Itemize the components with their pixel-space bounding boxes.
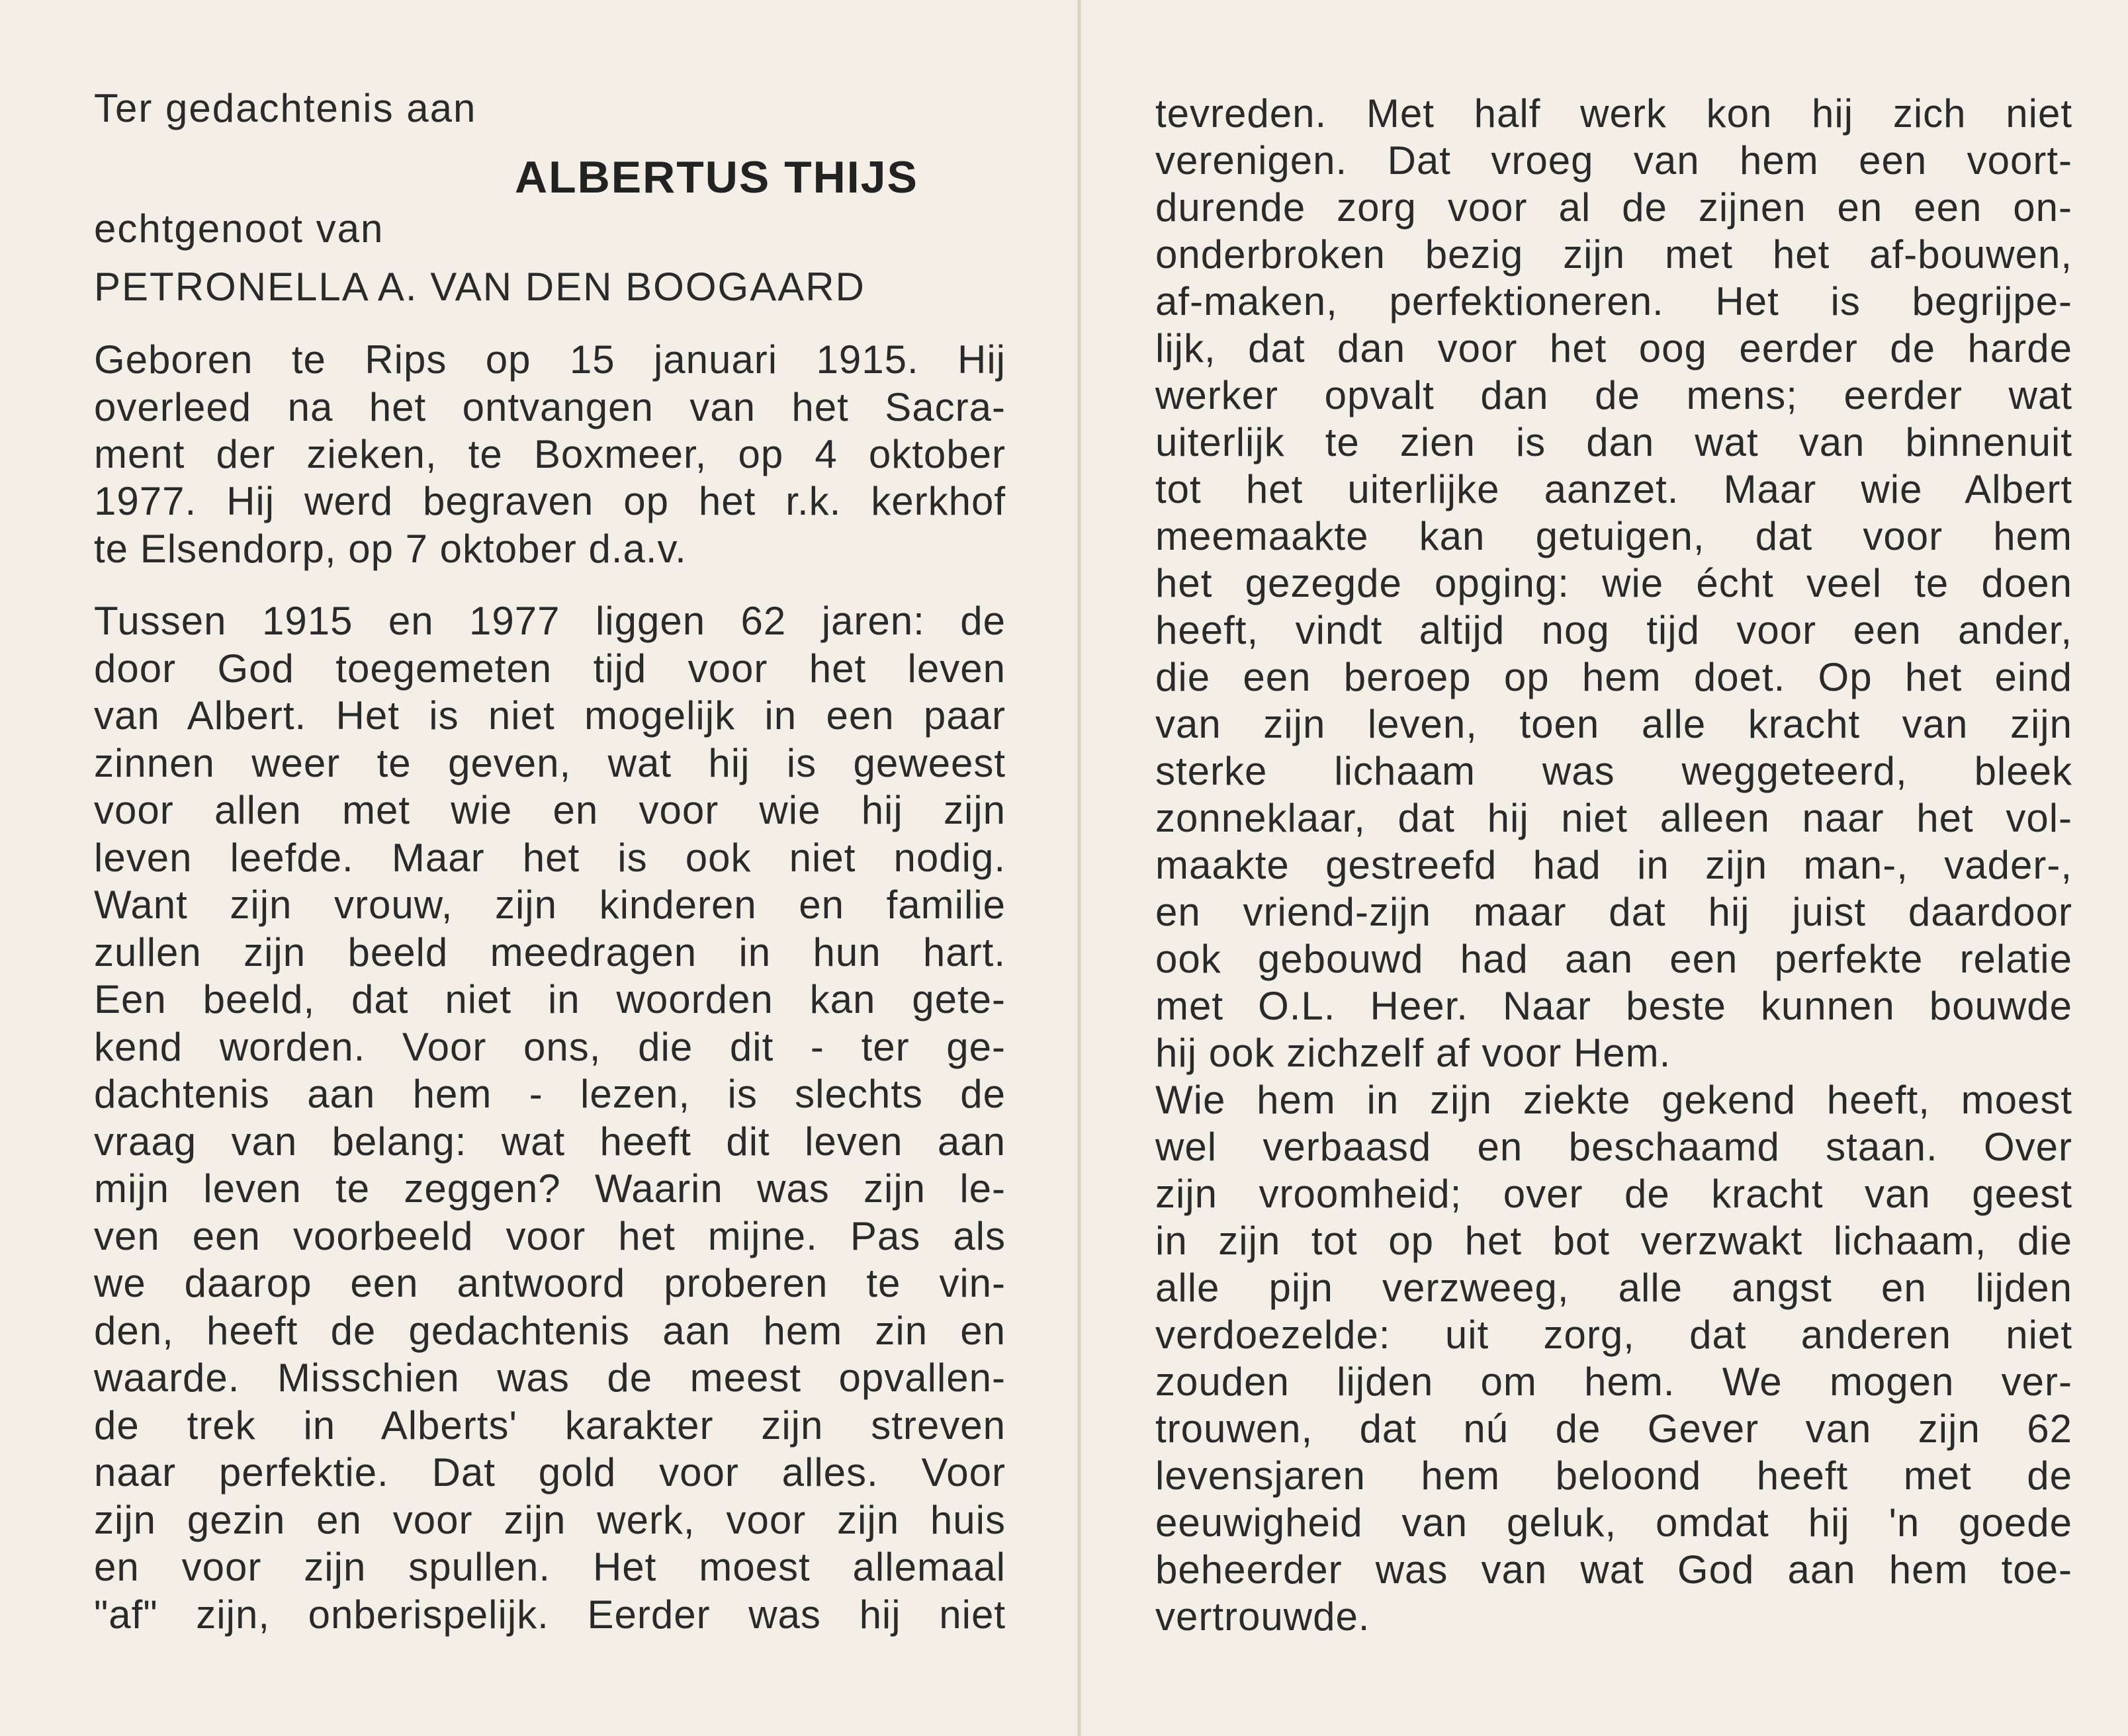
text-line: voor allen met wie en voor wie hij zijn [94, 788, 1006, 832]
text-line: werker opvalt dan de mens; eerder wat [1155, 373, 2072, 417]
text-line: durende zorg voor al de zijnen en een on- [1155, 185, 2072, 230]
spouse-label: echtgenoot van [94, 206, 384, 251]
text-line: verenigen. Dat vroeg van hem een voort- [1155, 138, 2072, 183]
text-line: van Albert. Het is niet mogelijk in een paar [94, 693, 1006, 738]
text-line: maakte gestreefd had in zijn man-, vader-, [1155, 843, 2072, 887]
text-line: ook gebouwd had aan een perfekte relatie [1155, 937, 2072, 981]
text-line: door God toegemeten tijd voor het leven [94, 646, 1006, 691]
text-line: zouden lijden om hem. We mogen ver- [1155, 1360, 2072, 1404]
text-line: met O.L. Heer. Naar beste kunnen bouwde [1155, 984, 2072, 1028]
text-line: uiterlijk te zien is dan wat van binnenuit [1155, 420, 2072, 464]
right-page [1081, 0, 2128, 1736]
text-line: sterke lichaam was weggeteerd, bleek [1155, 749, 2072, 793]
text-line: zullen zijn beeld meedragen in hun hart. [94, 930, 1006, 975]
text-line: tevreden. Met half werk kon hij zich niet [1155, 91, 2072, 136]
text-line: naar perfektie. Dat gold voor alles. Voor [94, 1450, 1006, 1495]
text-line: ven een voorbeeld voor het mijne. Pas als [94, 1214, 1006, 1258]
text-line: leven leefde. Maar het is ook niet nodig. [94, 836, 1006, 880]
text-line: lijk, dat dan voor het oog eerder de harde [1155, 326, 2072, 370]
text-line: Wie hem in zijn ziekte gekend heeft, moest [1155, 1078, 2072, 1122]
text-line: beheerder was van wat God aan hem toe- [1155, 1547, 2072, 1592]
text-line: mijn leven te zeggen? Waarin was zijn le- [94, 1166, 1006, 1211]
text-line: in zijn tot op het bot verzwakt lichaam, die [1155, 1219, 2072, 1263]
text-line: onderbroken bezig zijn met het af-bouwen, [1155, 232, 2072, 277]
text-line: vraag van belang: wat heeft dit leven aan [94, 1119, 1006, 1164]
text-line: af-maken, perfektioneren. Het is begrijpe- [1155, 279, 2072, 324]
text-line: die een beroep op hem doet. Op het eind [1155, 655, 2072, 699]
text-line: kend worden. Voor ons, die dit - ter ge- [94, 1025, 1006, 1069]
text-line: en voor zijn spullen. Het moest allemaal [94, 1545, 1006, 1589]
text-line: zijn gezin en voor zijn werk, voor zijn huis [94, 1498, 1006, 1542]
text-line: zijn vroomheid; over de kracht van geest [1155, 1172, 2072, 1216]
text-line: Want zijn vrouw, zijn kinderen en familie [94, 883, 1006, 927]
text-line: tot het uiterlijke aanzet. Maar wie Albert [1155, 467, 2072, 511]
text-line: ment der zieken, te Boxmeer, op 4 oktober [94, 432, 1006, 476]
text-line: Een beeld, dat niet in woorden kan gete- [94, 977, 1006, 1021]
spouse-name: PETRONELLA A. VAN DEN BOOGAARD [94, 265, 865, 309]
text-line: den, heeft de gedachtenis aan hem zin en [94, 1309, 1006, 1353]
text-line: eeuwigheid van geluk, omdat hij 'n goede [1155, 1500, 2072, 1545]
text-line: hij ook zichzelf af voor Hem. [1155, 1031, 1671, 1075]
text-line: overleed na het ontvangen van het Sacra- [94, 385, 1006, 429]
text-line: meemaakte kan getuigen, dat voor hem [1155, 514, 2072, 558]
text-line: te Elsendorp, op 7 oktober d.a.v. [94, 527, 687, 571]
text-line: Geboren te Rips op 15 januari 1915. Hij [94, 337, 1006, 382]
text-line: dachtenis aan hem - lezen, is slechts de [94, 1072, 1006, 1116]
text-line: "af" zijn, onberispelijk. Eerder was hij niet [94, 1592, 1006, 1637]
text-line: 1977. Hij werd begraven op het r.k. kerkhof [94, 479, 1006, 523]
text-line: trouwen, dat nú de Gever van zijn 62 [1155, 1407, 2072, 1451]
text-line: zinnen weer te geven, wat hij is geweest [94, 741, 1006, 785]
text-line: van zijn leven, toen alle kracht van zijn [1155, 702, 2072, 746]
text-line: waarde. Misschien was de meest opvallen- [94, 1356, 1006, 1400]
text-line: heeft, vindt altijd nog tijd voor een ander, [1155, 608, 2072, 652]
text-line: Tussen 1915 en 1977 liggen 62 jaren: de [94, 599, 1006, 643]
text-line: levensjaren hem beloond heeft met de [1155, 1454, 2072, 1498]
text-line: alle pijn verzweeg, alle angst en lijden [1155, 1266, 2072, 1310]
deceased-name: ALBERTUS THIJS [515, 152, 918, 202]
intro-text: Ter gedachtenis aan [94, 86, 477, 130]
text-line: het gezegde opging: wie écht veel te doen [1155, 561, 2072, 605]
text-line: zonneklaar, dat hij niet alleen naar het vol- [1155, 796, 2072, 840]
text-line: wel verbaasd en beschaamd staan. Over [1155, 1125, 2072, 1169]
text-line: en vriend-zijn maar dat hij juist daardoor [1155, 890, 2072, 934]
text-line: vertrouwde. [1155, 1594, 1370, 1639]
text-line: de trek in Alberts' karakter zijn streven [94, 1403, 1006, 1448]
text-line: verdoezelde: uit zorg, dat anderen niet [1155, 1313, 2072, 1357]
text-line: we daarop een antwoord proberen te vin- [94, 1261, 1006, 1305]
